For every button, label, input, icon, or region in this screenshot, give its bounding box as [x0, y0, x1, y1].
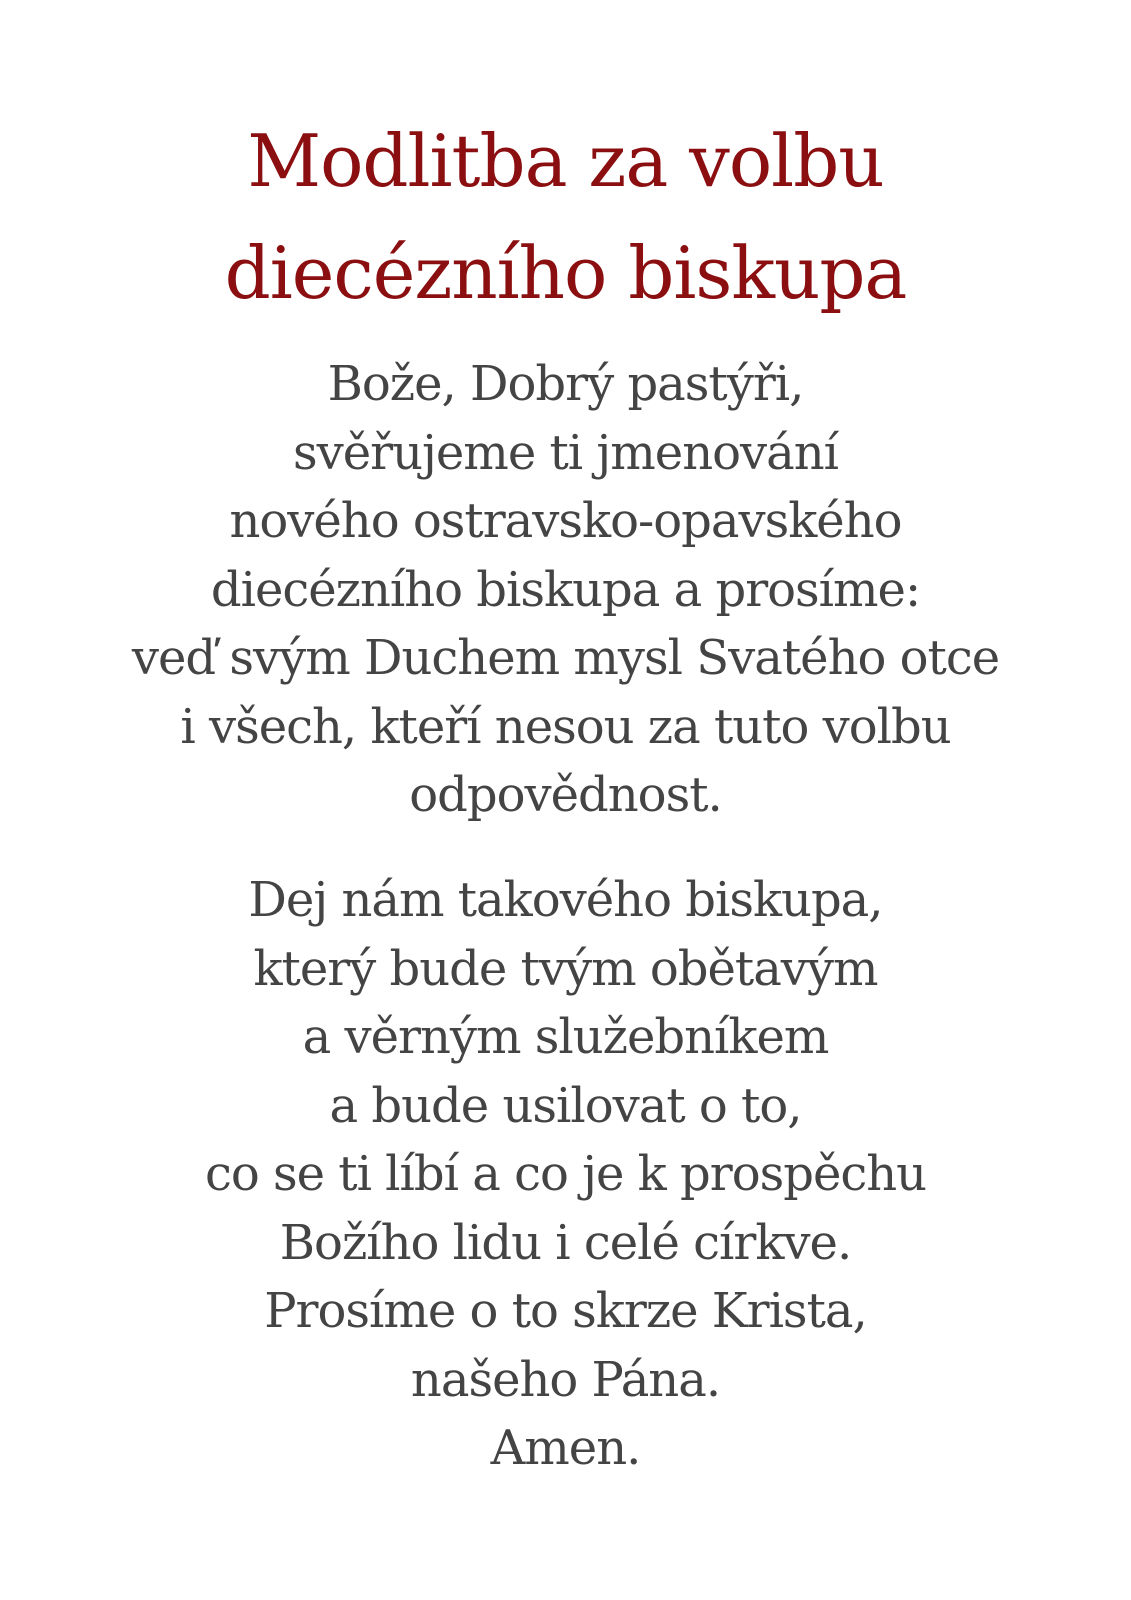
prayer-line: Dej nám takového biskupa,: [248, 872, 883, 928]
prayer-line: nového ostravsko-opavského: [229, 493, 902, 549]
prayer-line: Bože, Dobrý pastýři,: [327, 356, 804, 412]
prayer-line: Amen.: [490, 1420, 641, 1476]
prayer-line: a bude usilovat o to,: [329, 1077, 802, 1134]
prayer-line: Prosíme o to skrze Krista,: [264, 1283, 867, 1339]
prayer-line: svěřujeme ti jmenování: [293, 424, 838, 481]
prayer-line: Božího lidu i celé církve.: [279, 1214, 852, 1271]
page-title: [0, 105, 1131, 329]
prayer-line: a věrným služebníkem: [302, 1009, 829, 1065]
prayer-line: veď svým Duchem mysl Svatého otce: [131, 630, 1000, 686]
prayer-line: odpovědnost.: [409, 767, 722, 823]
prayer-stanza-1: [0, 350, 1131, 830]
prayer-line: našeho Pána.: [410, 1351, 721, 1408]
prayer-stanza-2: [0, 866, 1131, 1483]
prayer-line: který bude tvým obětavým: [253, 940, 878, 997]
prayer-line: co se ti líbí a co je k prospěchu: [204, 1146, 927, 1202]
prayer-line: diecézního biskupa a prosíme:: [210, 561, 921, 618]
prayer-line: i všech, kteří nesou za tuto volbu: [180, 698, 951, 755]
title-line: Modlitba za volbu: [247, 119, 884, 203]
title-line: diecézního biskupa: [224, 231, 907, 315]
